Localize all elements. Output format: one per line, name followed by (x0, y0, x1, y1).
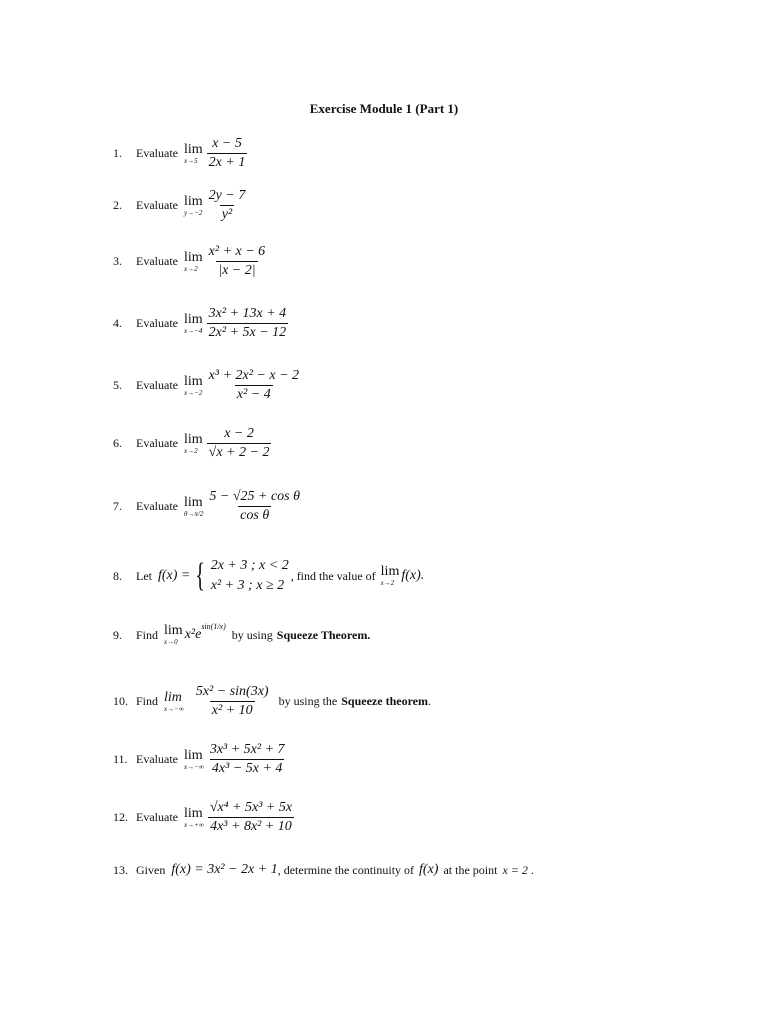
limit-expression: f(x). (401, 568, 425, 584)
numerator: √x⁴ + 5x³ + 5x (209, 800, 293, 815)
problem-7 (113, 489, 304, 524)
fraction (194, 684, 271, 719)
limit-subscript: y→−2 (183, 208, 203, 217)
limit-subscript: x→−∞ (164, 704, 184, 713)
end-period: . (428, 694, 432, 709)
instruction-word: Evaluate (136, 146, 178, 161)
denominator: 4x³ + 8x² + 10 (210, 819, 292, 835)
limit-operator: lim x→−∞ (164, 689, 184, 713)
numerator: 5x² − sin(3x) (195, 684, 269, 699)
instruction-word: Evaluate (136, 378, 178, 393)
problem-number: 3. (113, 254, 122, 269)
problem-number: 13. (113, 862, 128, 877)
limit-operator: lim x→+∞ (183, 805, 204, 829)
piecewise-cases (211, 556, 289, 597)
instruction-text: at the point (443, 862, 498, 877)
fraction (207, 136, 248, 171)
function-reference: f(x) (419, 862, 439, 877)
instruction-word: Evaluate (136, 198, 178, 213)
function-definition: f(x) = 3x² − 2x + 1 (171, 862, 278, 877)
numerator: x − 5 (212, 136, 242, 151)
numerator: x² + x − 6 (208, 244, 266, 259)
problem-number: 7. (113, 499, 122, 514)
denominator: x² + 10 (211, 703, 253, 719)
problem-number: 9. (113, 627, 122, 642)
denominator: cos θ (240, 508, 270, 524)
limit-subscript: x→0 (164, 638, 178, 646)
limit-subscript: θ→π/2 (183, 509, 204, 518)
fraction (207, 188, 248, 223)
instruction-word: Evaluate (136, 436, 178, 451)
limit-operator: lim θ→π/2 (183, 494, 204, 518)
function-definition: f(x) = (158, 568, 191, 584)
problem-number: 8. (113, 568, 122, 583)
limit-subscript: x→2 (380, 579, 395, 588)
instruction-word: Let (136, 568, 152, 583)
problem-3 (113, 244, 269, 279)
problem-number: 12. (113, 810, 128, 825)
denominator: |x − 2| (218, 263, 256, 279)
page-title: Exercise Module 1 (Part 1) (309, 101, 459, 116)
instruction-word: Find (136, 627, 159, 642)
limit-subscript: x→+∞ (183, 820, 204, 829)
instruction-text: , find the value of (290, 568, 376, 583)
problem-number: 2. (113, 198, 122, 213)
limit-operator: lim x→−4 (183, 311, 203, 335)
problem-2 (113, 188, 249, 223)
limit-operator: lim x→2 (183, 431, 203, 455)
numerator: x − 2 (224, 426, 254, 441)
limit-expression: x²e (184, 627, 202, 642)
problem-number: 4. (113, 316, 122, 331)
limit-operator: lim y→−2 (183, 193, 203, 217)
limit-operator: lim x→−2 (183, 373, 203, 397)
limit-operator: lim x→5 (183, 141, 203, 165)
problem-number: 6. (113, 436, 122, 451)
problem-9 (113, 624, 370, 646)
problem-4 (113, 306, 290, 341)
limit-subscript: x→−2 (183, 388, 203, 397)
limit-subscript: x→5 (183, 156, 198, 165)
instruction-word: Given (136, 862, 166, 877)
problem-number: 5. (113, 378, 122, 393)
denominator: √x + 2 − 2 (208, 445, 270, 461)
numerator: 3x² + 13x + 4 (208, 306, 287, 321)
problem-number: 10. (113, 694, 128, 709)
denominator: 4x³ − 5x + 4 (211, 761, 283, 777)
point-value: x = 2 (502, 862, 528, 877)
numerator: x³ + 2x² − x − 2 (208, 368, 300, 383)
instruction-word: Evaluate (136, 499, 178, 514)
instruction-word: Evaluate (136, 316, 178, 331)
denominator: x² − 4 (236, 387, 271, 403)
denominator: y² (221, 207, 233, 223)
instruction-word: Evaluate (136, 752, 178, 767)
limit-operator: lim x→−∞ (183, 747, 204, 771)
numerator: 5 − √25 + cos θ (209, 489, 300, 504)
problem-number: 11. (113, 752, 128, 767)
instruction-text: by using (231, 627, 273, 642)
problem-8 (113, 556, 424, 597)
instruction-text: by using the (278, 694, 338, 709)
end-period: . (530, 862, 534, 877)
limit-operator: lim x→2 (380, 564, 400, 588)
limit-subscript: x→−4 (183, 326, 203, 335)
problem-11 (113, 742, 289, 777)
fraction (207, 244, 268, 279)
fraction (207, 306, 289, 341)
problem-12 (113, 800, 296, 835)
exponent: sin(1/x) (201, 622, 226, 631)
problem-6 (113, 426, 273, 461)
denominator: 2x² + 5x − 12 (208, 325, 287, 341)
theorem-name: Squeeze Theorem. (276, 627, 371, 642)
problem-10 (113, 684, 431, 719)
fraction (208, 800, 294, 835)
instruction-word: Evaluate (136, 810, 178, 825)
limit-operator: lim x→2 (183, 249, 203, 273)
problem-5 (113, 368, 303, 403)
limit-subscript: x→2 (183, 446, 198, 455)
case-2: x² + 3 ; x ≥ 2 (210, 578, 285, 594)
limit-subscript: x→2 (183, 264, 198, 273)
fraction (207, 368, 301, 403)
fraction (207, 489, 302, 524)
fraction (207, 426, 272, 461)
fraction (208, 742, 287, 777)
instruction-word: Evaluate (136, 254, 178, 269)
theorem-name: Squeeze theorem (341, 694, 429, 709)
problem-13 (113, 862, 534, 878)
case-1: 2x + 3 ; x < 2 (210, 558, 289, 573)
numerator: 2y − 7 (208, 188, 246, 203)
numerator: 3x³ + 5x² + 7 (209, 742, 285, 757)
problem-1 (113, 136, 249, 171)
instruction-word: Find (136, 694, 159, 709)
limit-subscript: x→−∞ (183, 762, 204, 771)
problem-number: 1. (113, 146, 122, 161)
denominator: 2x + 1 (208, 155, 246, 171)
limit-operator: lim x→0 (164, 623, 183, 646)
instruction-text: , determine the continuity of (277, 862, 415, 877)
left-brace: { (195, 557, 206, 595)
